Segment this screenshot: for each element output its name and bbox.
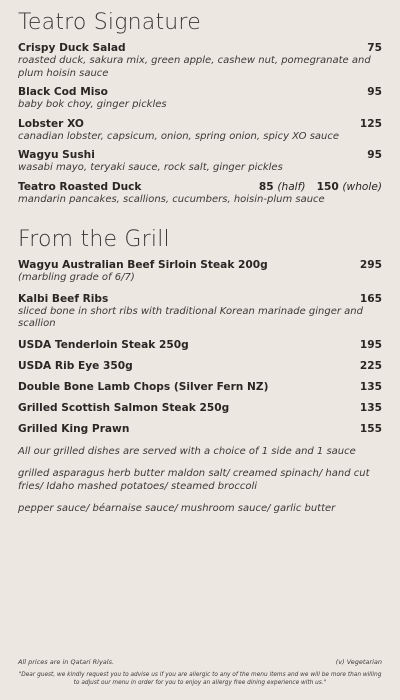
signature-section	[18, 8, 382, 206]
item-description: sliced bone in short ribs with traditional Korean marinade ginger and scallion	[18, 305, 363, 329]
whole-label: (whole)	[342, 180, 382, 193]
currency-note: All prices are in Qatari Riyals.	[18, 658, 115, 666]
item-price: 95	[367, 86, 382, 98]
item-description: roasted duck, sakura mix, green apple, cashew nut, pomegranate and plum hoisin sauce	[18, 55, 371, 79]
item-price: 135	[359, 380, 382, 393]
item-name: Lobster XO	[18, 117, 84, 130]
menu-item	[18, 422, 382, 436]
menu-item	[18, 401, 382, 415]
item-price: 155	[359, 422, 382, 435]
item-name: Kalbi Beef Ribs	[18, 292, 109, 305]
item-name: Grilled Scottish Salmon Steak 250g	[18, 401, 230, 414]
item-price: 165	[359, 292, 382, 305]
grill-sides-note: grilled asparagus herb butter maldon salt/ creamed spinach/ hand cut fries/ Idaho mashed potatoes/ steamed broccoli	[18, 468, 370, 492]
item-price: 125	[359, 117, 382, 130]
menu-item	[18, 359, 382, 373]
menu-item	[18, 148, 382, 175]
item-name: Wagyu Sushi	[18, 149, 95, 161]
item-name: Wagyu Australian Beef Sirloin Steak 200g	[18, 259, 268, 271]
grill-section	[18, 225, 382, 516]
half-label: (half)	[277, 180, 306, 193]
menu-item	[18, 117, 382, 144]
grill-serve-note: All our grilled dishes are served with a choice of 1 side and 1 sauce	[18, 445, 356, 457]
item-price: 195	[359, 338, 382, 351]
allergy-disclaimer: "Dear guest, we kindly request you to advise us if you are allergic to any of the menu items and we will be more than willing to adjust our menu in order for you to enjoy an allergy free dining experience with us."	[18, 672, 382, 686]
item-name: Teatro Roasted Duck	[18, 180, 142, 193]
item-price: 95	[367, 149, 382, 161]
item-name: USDA Tenderloin Steak 250g	[18, 338, 189, 351]
item-price: 295	[359, 259, 382, 271]
price-whole: 150	[316, 180, 339, 193]
item-description: wasabi mayo, teryaki sauce, rock salt, ginger pickles	[18, 162, 283, 173]
section-title-signature: Teatro Signature	[18, 10, 201, 35]
grill-sauces-note: pepper sauce/ béarnaise sauce/ mushroom sauce/ garlic butter	[18, 503, 336, 514]
item-description: mandarin pancakes, scallions, cucumbers, hoisin-plum sauce	[18, 193, 325, 205]
menu-item-roasted-duck	[18, 180, 382, 207]
price-half: 85	[258, 180, 274, 193]
footer-row	[18, 658, 382, 666]
item-price-half-whole	[259, 180, 382, 194]
item-name: USDA Rib Eye 350g	[18, 359, 133, 372]
item-price: 135	[359, 401, 382, 414]
vegetarian-note: (v) Vegetarian	[335, 658, 382, 666]
item-name: Crispy Duck Salad	[18, 42, 126, 54]
item-description: baby bok choy, ginger pickles	[18, 99, 167, 110]
item-description: canadian lobster, capsicum, onion, spring onion, spicy XO sauce	[18, 130, 340, 142]
menu-item	[18, 292, 382, 331]
menu-item	[18, 41, 382, 80]
menu-item	[18, 258, 382, 285]
menu-item	[18, 338, 382, 352]
menu-item	[18, 85, 382, 112]
item-name: Double Bone Lamb Chops (Silver Fern NZ)	[18, 380, 269, 393]
item-description: (marbling grade of 6/7)	[18, 272, 135, 283]
section-title-grill: From the Grill	[18, 227, 170, 252]
item-price: 75	[367, 42, 382, 54]
menu-item	[18, 380, 382, 394]
item-name: Black Cod Miso	[18, 86, 108, 98]
item-price: 225	[359, 359, 382, 372]
item-name: Grilled King Prawn	[18, 422, 130, 435]
